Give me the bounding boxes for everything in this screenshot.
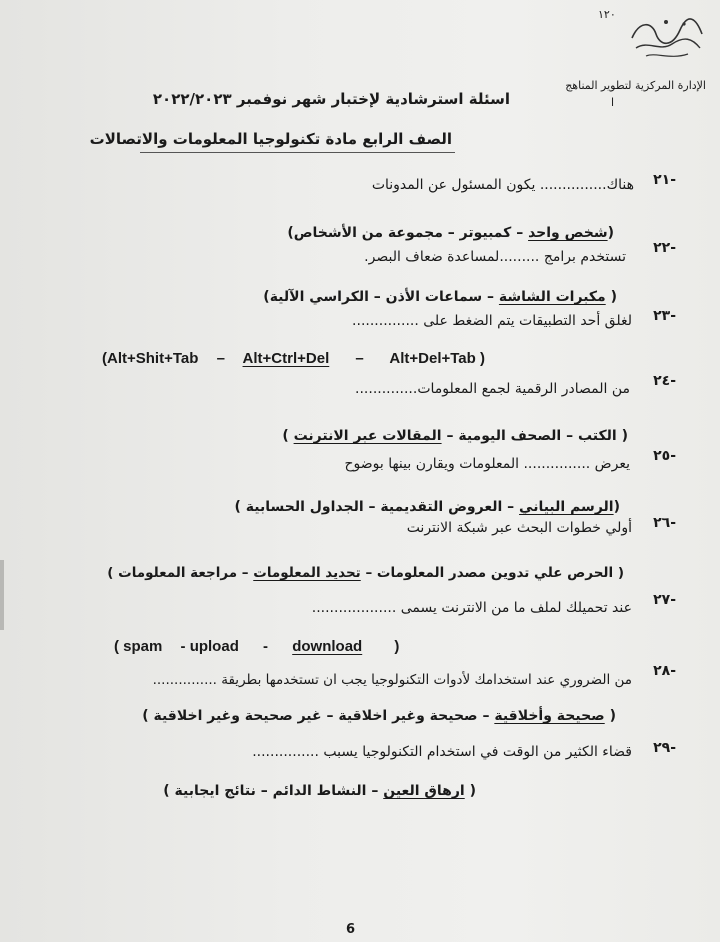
question-28-number: ٢٨- (653, 663, 676, 679)
question-27-text: عند تحميلك لملف ما من الانترنت يسمى ................... (311, 600, 632, 616)
subtitle-underline (140, 152, 455, 153)
question-24-number: ٢٤- (653, 373, 676, 389)
question-25-options: (الرسم البياني – العروض التقديمية – الجداول الحسابية ) (234, 499, 620, 515)
question-24-text: من المصادر الرقمية لجمع المعلومات.............. (355, 381, 630, 397)
ministry-logo (626, 8, 706, 68)
option-download: download (292, 638, 363, 655)
marked-answer: صحيحة وأخلاقية (494, 708, 605, 724)
option-alt-del-tab: Alt+Del+Tab ) (389, 350, 485, 367)
question-22-options: ( مكبرات الشاشة – سماعات الأذن – الكراسي الآلية) (263, 289, 617, 305)
option-separator: – (216, 350, 225, 367)
question-21-number: ٢١- (653, 172, 676, 188)
calligraphy-logo-icon (626, 8, 706, 68)
question-29-text: قضاء الكثير من الوقت في استخدام التكنولوجيا يسبب ............... (252, 744, 632, 760)
department-name: الإدارة المركزية لتطوير المناهج (565, 79, 706, 92)
question-26-options: ( الحرص علي تدوين مصدر المعلومات – تحديد المعلومات – مراجعة المعلومات ) (107, 565, 624, 581)
option-close-paren: ) (394, 638, 400, 655)
question-27-number: ٢٧- (653, 592, 676, 608)
marked-answer: مكبرات الشاشة (498, 289, 606, 305)
question-29-options: ( ارهاق العين – النشاط الدائم – نتائج ايجابية ) (163, 783, 476, 799)
question-27-options (114, 638, 399, 655)
question-22-number: ٢٢- (653, 240, 676, 256)
question-23-text: لغلق أحد التطبيقات يتم الضغط على ............... (352, 313, 632, 329)
question-21-options: (شخص واحد – كمبيوتر – مجموعة من الأشخاص) (287, 225, 614, 241)
question-26-text: أولي خطوات البحث عبر شبكة الانترنت (406, 520, 632, 536)
question-23-options (102, 350, 485, 367)
question-25-number: ٢٥- (653, 448, 676, 464)
option-alt-ctrl-del: Alt+Ctrl+Del (242, 350, 330, 367)
exam-title: اسئلة استرشادية لإختبار شهر نوفمبر ٢٠٢٢/٢٠٢٣ (152, 90, 510, 108)
page-number: 6 (346, 922, 356, 937)
option-alt-shift-tab: (Alt+Shit+Tab (102, 350, 199, 367)
question-28-text: من الضروري عند استخدامك لأدوات التكنولوجيا يجب ان تستخدمها بطريقة ............... (152, 672, 632, 688)
marked-answer: ارهاق العين (383, 783, 465, 799)
marked-answer: تحديد المعلومات (253, 565, 361, 581)
marked-answer: الرسم البياني (519, 499, 614, 515)
question-21-text: هناك............... يكون المسئول عن المدونات (371, 177, 634, 193)
question-26-number: ٢٦- (653, 515, 676, 531)
scan-margin-mark (0, 560, 4, 630)
question-25-text: يعرض ............... المعلومات ويقارن بينها بوضوح (344, 456, 630, 472)
corner-number: ١٢٠ (598, 8, 616, 21)
question-28-options: ( صحيحة وأخلاقية – صحيحة وغير اخلاقية – غير صحيحة وغير اخلاقية ) (142, 708, 616, 724)
option-upload: - upload (180, 638, 239, 655)
question-24-options: ( الكتب – الصحف اليومية – المقالات عبر الانترنت ) (282, 428, 628, 444)
exam-subtitle: الصف الرابع مادة تكنولوجيا المعلومات والاتصالات (89, 130, 452, 148)
option-separator: – (355, 350, 364, 367)
marked-answer: المقالات عبر الانترنت (293, 428, 442, 444)
option-separator: - (263, 638, 269, 655)
marked-answer: شخص واحد (528, 225, 608, 241)
question-23-number: ٢٣- (653, 308, 676, 324)
question-22-text: تستخدم برامج .........لمساعدة ضعاف البصر. (364, 249, 626, 265)
option-spam: ( spam (114, 638, 163, 655)
question-29-number: ٢٩- (653, 740, 676, 756)
header-mark: ا (611, 96, 615, 109)
